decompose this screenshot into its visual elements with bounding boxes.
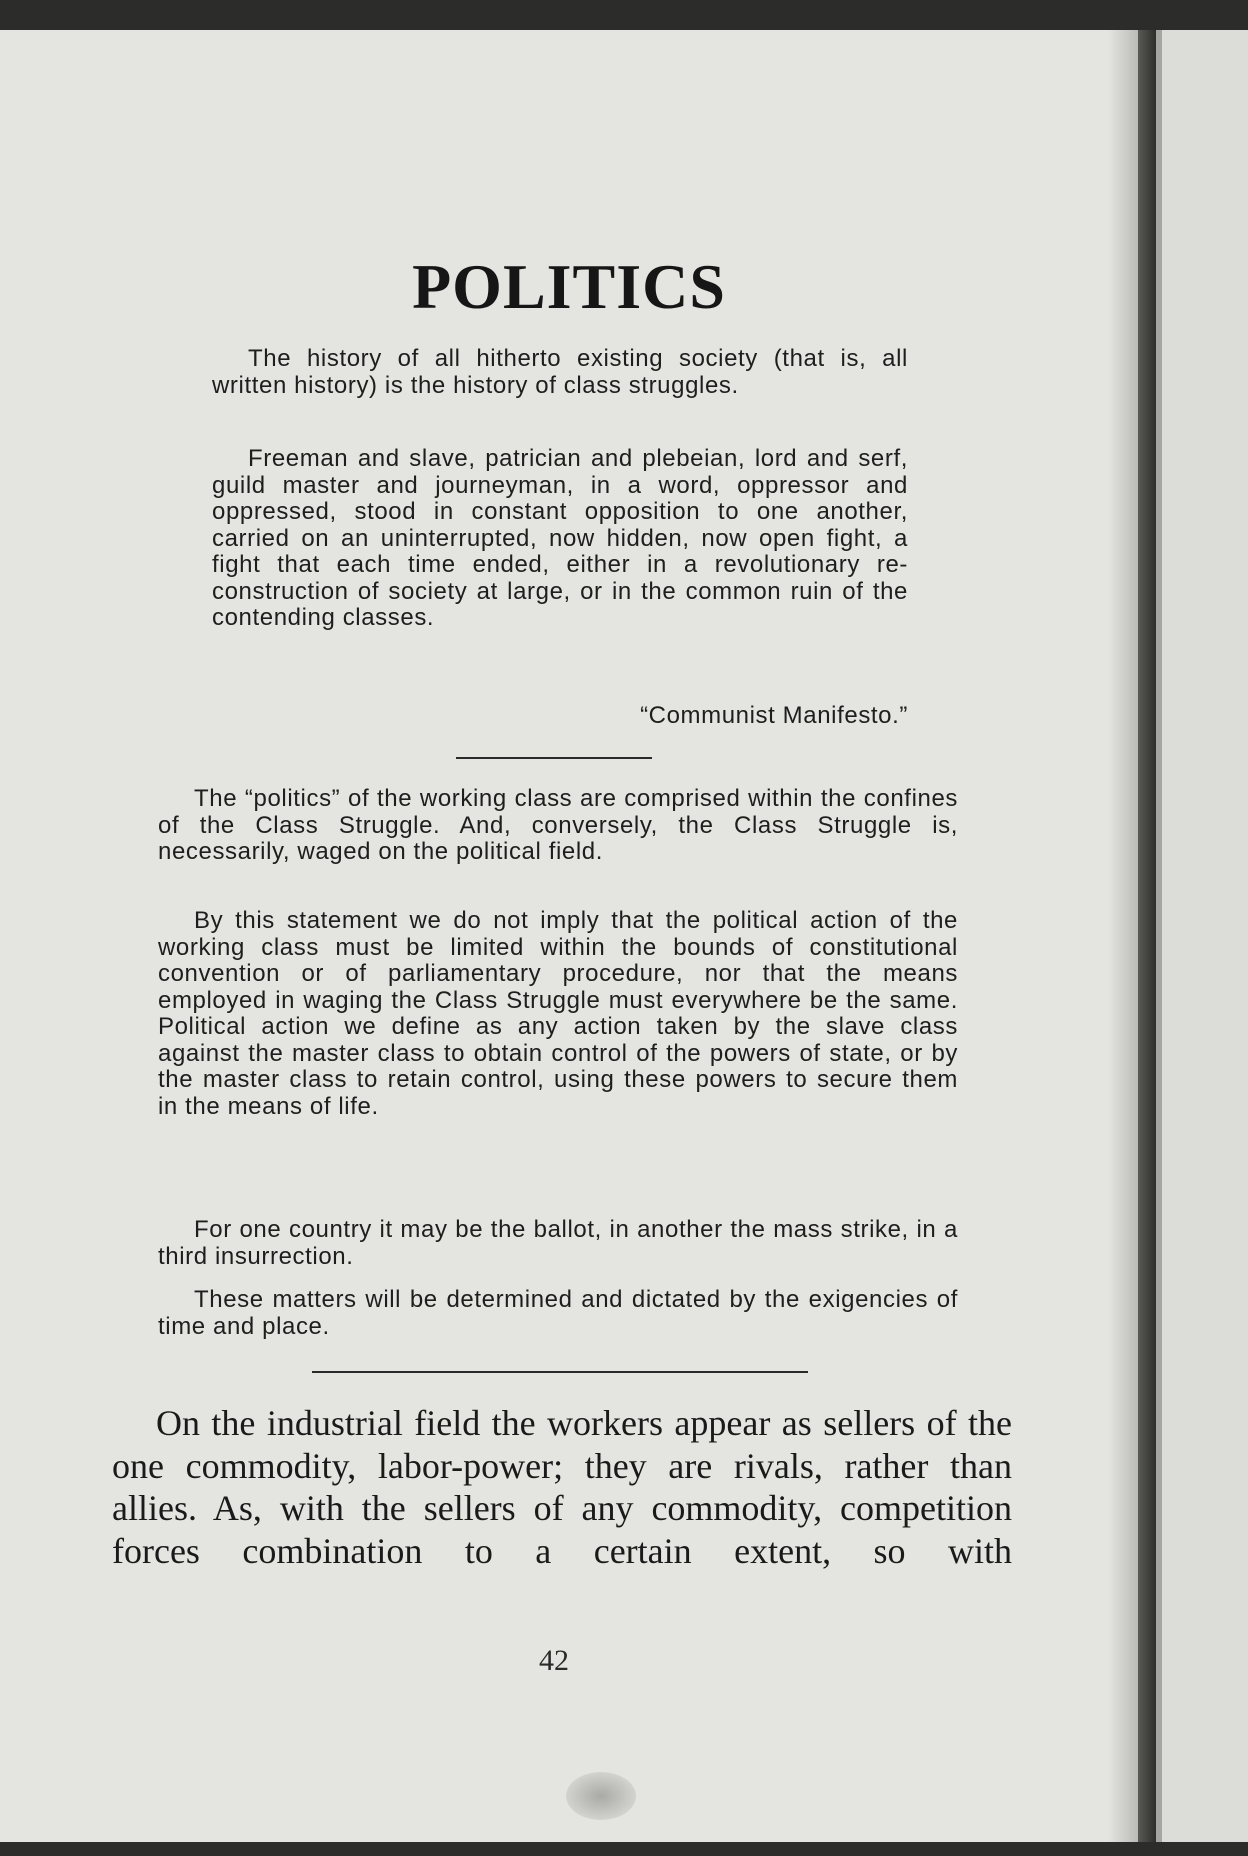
commentary-paragraph-3: For one country it may be the ballot, in another the mass strike, in a third insurrection. [158,1216,958,1270]
section-divider [456,757,652,759]
book-gutter [1138,30,1156,1856]
scan-top-edge [0,0,1248,34]
page-title: POLITICS [412,251,726,322]
commentary-paragraph-1: The “politics” of the working class are comprised within the confines of the Class Struggle. And, conversely, the Class Struggle is, necessarily, waged on the political field. [158,785,958,865]
body-paragraph: On the industrial field the workers appear as sellers of the one commodity, labor-power; they are rivals, rather than allies. As, with the sellers of any commodity, competition forces combination to a certain extent, so with [112,1403,1012,1571]
epigraph-paragraph-2: Freeman and slave, patrician and plebeian, lord and serf, guild master and journeyman, in a word, oppressor and oppressed, stood in constant opposition to one another, carried on an uninterrupted, now hidden, now open fight, a fight that each time ended, either in a revolutionary re-construction of society at large, or in the common ruin of the contending classes. [212,445,908,631]
facing-page-edge [1156,30,1248,1856]
page-number: 42 [539,1644,569,1677]
epigraph-paragraph-1: The history of all hitherto existing society (that is, all written history) is the history of class struggles. [212,345,908,399]
scan-smudge [566,1772,636,1820]
section-divider-long [312,1371,808,1373]
epigraph-attribution: “Communist Manifesto.” [640,702,908,729]
commentary-paragraph-4: These matters will be determined and dictated by the exigencies of time and place. [158,1286,958,1340]
scan-bottom-edge [0,1842,1248,1856]
facing-page-shadow [1156,30,1162,1856]
commentary-paragraph-2: By this statement we do not imply that the political action of the working class must be limited within the bounds of constitutional convention or of parliamentary procedure, nor that the means employed in waging the Class Struggle must everywhere be the same. Political action we define as any action taken by the slave class against the master class to obtain control of the powers of state, or by the master class to retain control, using these powers to secure them in the means of life. [158,907,958,1120]
